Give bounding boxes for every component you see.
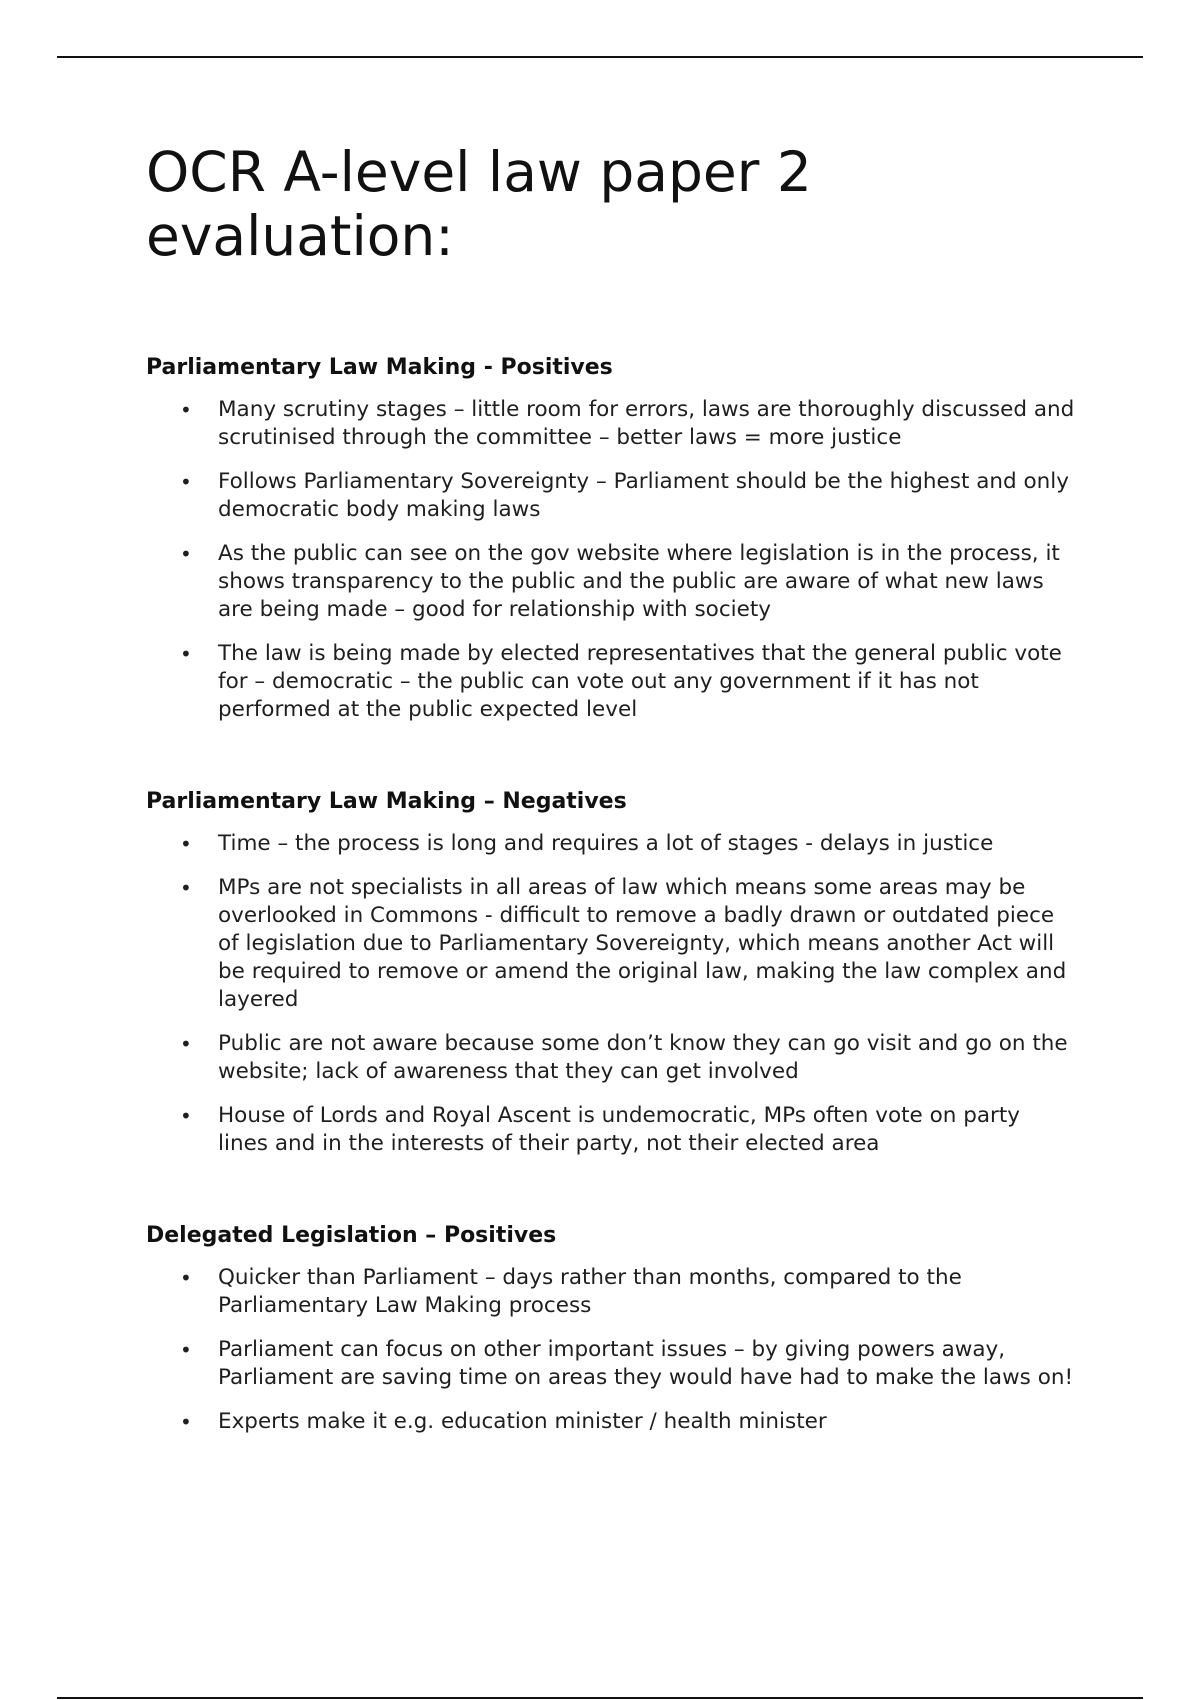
list-item [146, 468, 1076, 524]
document-title: OCR A-level law paper 2 evaluation: [146, 140, 812, 268]
bullet-icon: • [180, 398, 192, 422]
list-item-text: Follows Parliamentary Sovereignty – Parliament should be the highest and only democratic body making laws [218, 469, 1069, 522]
bullet-list [146, 1264, 1076, 1436]
document-body [146, 140, 1076, 1452]
list-item [146, 874, 1076, 1014]
section-delegated-positives [146, 1222, 1076, 1436]
list-item [146, 1336, 1076, 1392]
list-item-text: MPs are not specialists in all areas of law which means some areas may be overlooked in Commons - difficult to remove a badly drawn or outdated piece of legislation due to Parliamentary Sovereignty, which means another Act will be required to remove or amend the original law, making the law complex and layered [218, 875, 1067, 1012]
list-item-text: The law is being made by elected representatives that the general public vote for – democratic – the public can vote out any government if it has not performed at the public expected level [218, 641, 1062, 722]
bullet-icon: • [180, 1032, 192, 1056]
bullet-list [146, 396, 1076, 724]
section-heading: Parliamentary Law Making – Negatives [146, 789, 627, 814]
bullet-icon: • [180, 642, 192, 666]
list-item-text: Quicker than Parliament – days rather than months, compared to the Parliamentary Law Making process [218, 1265, 962, 1318]
bullet-icon: • [180, 1266, 192, 1290]
bullet-icon: • [180, 1338, 192, 1362]
bullet-icon: • [180, 1410, 192, 1434]
bullet-icon: • [180, 1104, 192, 1128]
list-item [146, 1030, 1076, 1086]
list-item [146, 830, 1076, 858]
bullet-icon: • [180, 832, 192, 856]
section-parliamentary-positives [146, 354, 1076, 724]
list-item [146, 1102, 1076, 1158]
bullet-list [146, 830, 1076, 1158]
section-heading: Parliamentary Law Making - Positives [146, 355, 613, 380]
list-item-text: House of Lords and Royal Ascent is undemocratic, MPs often vote on party lines and in the interests of their party, not their elected area [218, 1103, 1021, 1156]
list-item-text: Public are not aware because some don’t know they can go visit and go on the website; lack of awareness that they can get involved [218, 1031, 1068, 1084]
list-item-text: Time – the process is long and requires a lot of stages - delays in justice [218, 831, 994, 856]
bullet-icon: • [180, 470, 192, 494]
list-item-text: As the public can see on the gov website where legislation is in the process, it shows transparency to the public and the public are aware of what new laws are being made – good for relationship with society [218, 541, 1060, 622]
top-rule [57, 56, 1143, 58]
list-item-text: Experts make it e.g. education minister / health minister [218, 1409, 827, 1434]
list-item-text: Many scrutiny stages – little room for errors, laws are thoroughly discussed and scrutinised through the committee – better laws = more justice [218, 397, 1075, 450]
list-item [146, 1264, 1076, 1320]
list-item [146, 1408, 1076, 1436]
bullet-icon: • [180, 542, 192, 566]
list-item [146, 540, 1076, 624]
list-item [146, 396, 1076, 452]
list-item-text: Parliament can focus on other important issues – by giving powers away, Parliament are saving time on areas they would have had to make the laws on! [218, 1337, 1074, 1390]
section-parliamentary-negatives [146, 788, 1076, 1158]
bullet-icon: • [180, 876, 192, 900]
list-item [146, 640, 1076, 724]
bottom-rule [57, 1697, 1143, 1699]
section-heading: Delegated Legislation – Positives [146, 1223, 557, 1248]
